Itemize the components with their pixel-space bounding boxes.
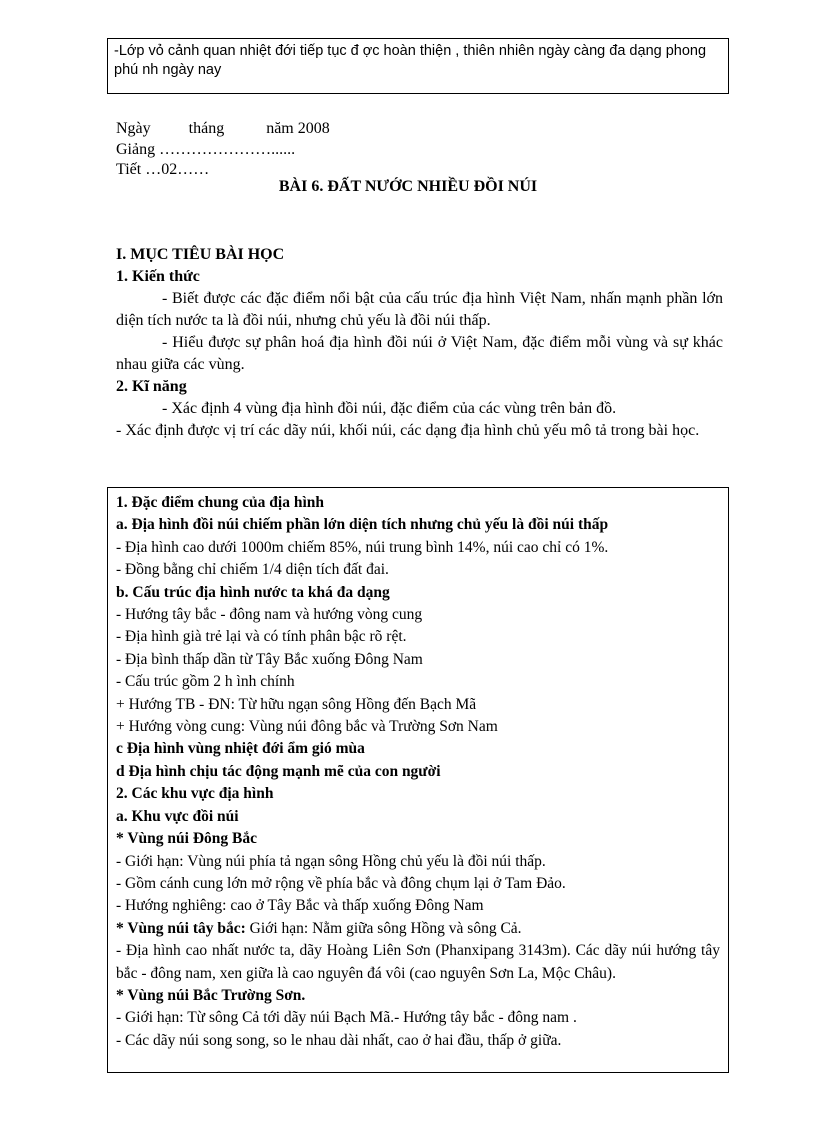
content-line: - Hướng nghiêng: cao ở Tây Bắc và thấp xuống Đông Nam (116, 897, 484, 915)
knowledge-item-1: - Biết được các đặc điểm nổi bật của cấu trúc địa hình Việt Nam, nhấn mạnh phần lớn diện tích nước ta là đồi núi, nhưng chủ yếu là đồi núi thấp. (116, 290, 723, 329)
date-line (116, 119, 330, 139)
tiet-line: Tiết …02…… (116, 161, 210, 178)
content-line: - Hướng tây bắc - đông nam và hướng vòng cung (116, 606, 423, 624)
knowledge-heading: 1. Kiến thức (116, 268, 200, 285)
content-box (107, 487, 729, 1073)
content-line: - Giới hạn: Từ sông Cả tới dãy núi Bạch Mã.- Hướng tây bắc - đông nam . (116, 1009, 577, 1027)
tay-bac-label: * Vùng núi tây bắc: (116, 919, 246, 937)
content-subheading-a2: a. Khu vực đồi núi (116, 807, 239, 825)
content-subheading-d: d Địa hình chịu tác động mạnh mẽ của con người (116, 762, 441, 780)
content-heading-1: 1. Đặc điểm chung của địa hình (116, 494, 325, 511)
content-subheading-c: c Địa hình vùng nhiệt đới ẩm gió mùa (116, 740, 365, 758)
objectives-heading: I. MỤC TIÊU BÀI HỌC (116, 246, 285, 263)
content-line: - Các dãy núi song song, so le nhau dài nhất, cao ở hai đầu, thấp ở giữa. (116, 1031, 562, 1049)
giang-line: Giảng …………………...... (116, 141, 296, 158)
content-line: - Giới hạn: Vùng núi phía tả ngạn sông Hồng chủ yếu là đồi núi thấp. (116, 852, 546, 870)
content-line: - Gồm cánh cung lớn mở rộng về phía bắc và đông chụm lại ở Tam Đảo. (116, 874, 566, 892)
content-line: + Hướng TB - ĐN: Từ hữu ngạn sông Hồng đến Bạch Mã (116, 695, 477, 713)
content-subheading-bac-truong-son: * Vùng núi Bắc Trường Sơn. (116, 986, 306, 1004)
content-line: - Địa hình già trẻ lại và có tính phân bậc rõ rệt. (116, 628, 407, 646)
content-line: - Địa hình cao dưới 1000m chiếm 85%, núi trung bình 14%, núi cao chỉ có 1%. (116, 538, 609, 556)
top-note-box (107, 38, 729, 94)
tay-bac-text: Giới hạn: Nằm giữa sông Hồng và sông Cả. (245, 919, 522, 937)
skills-heading: 2. Kĩ năng (116, 378, 187, 395)
knowledge-item-2: - Hiểu được sự phân hoá địa hình đồi núi ở Việt Nam, đặc điểm mỗi vùng và sự khác nhau giữa các vùng. (116, 334, 723, 373)
content-line: - Địa bình thấp dần từ Tây Bắc xuống Đông Nam (116, 650, 423, 668)
content-line: - Đồng bằng chỉ chiếm 1/4 diện tích đất đai. (116, 561, 389, 579)
objectives-section (116, 244, 723, 442)
content-line: + Hướng vòng cung: Vùng núi đông bắc và Trường Sơn Nam (116, 718, 498, 736)
content-subheading-dong-bac: * Vùng núi Đông Bắc (116, 830, 257, 848)
date-year: năm 2008 (266, 120, 330, 137)
top-note-line-1: -Lớp vỏ cảnh quan nhiệt đới tiếp tục đ ợc hoàn thiện , thiên nhiên ngày càng đa dạng phong (114, 43, 707, 59)
content-line: - Cấu trúc gồm 2 h ình chính (116, 673, 295, 691)
content-subheading-a: a. Địa hình đồi núi chiếm phần lớn diện tích nhưng chủ yếu là đồi núi thấp (116, 516, 609, 534)
content-line: - Địa hình cao nhất nước ta, dãy Hoàng Liên Sơn (Phanxipang 3143m). Các dãy núi hướng tây bắc - đông nam, xen giữa là cao nguyên đá vôi (cao nguyên Sơn La, Mộc Châu). (116, 942, 720, 982)
date-day: Ngày (116, 120, 151, 137)
content-line-tay-bac (116, 918, 720, 940)
content-heading-2: 2. Các khu vực địa hình (116, 785, 274, 803)
content-subheading-b: b. Cấu trúc địa hình nước ta khá đa dạng (116, 583, 390, 601)
lesson-title: BÀI 6. ĐẤT NƯỚC NHIỀU ĐỒI NÚI (278, 178, 538, 195)
date-month: tháng (188, 120, 225, 137)
skills-item-2: - Xác định được vị trí các dãy núi, khối núi, các dạng địa hình chủ yếu mô tả trong bài học. (116, 422, 700, 439)
skills-item-1: - Xác định 4 vùng địa hình đồi núi, đặc điểm của các vùng trên bản đồ. (162, 400, 617, 417)
top-note-line-2: phú nh ngày nay (114, 62, 222, 78)
